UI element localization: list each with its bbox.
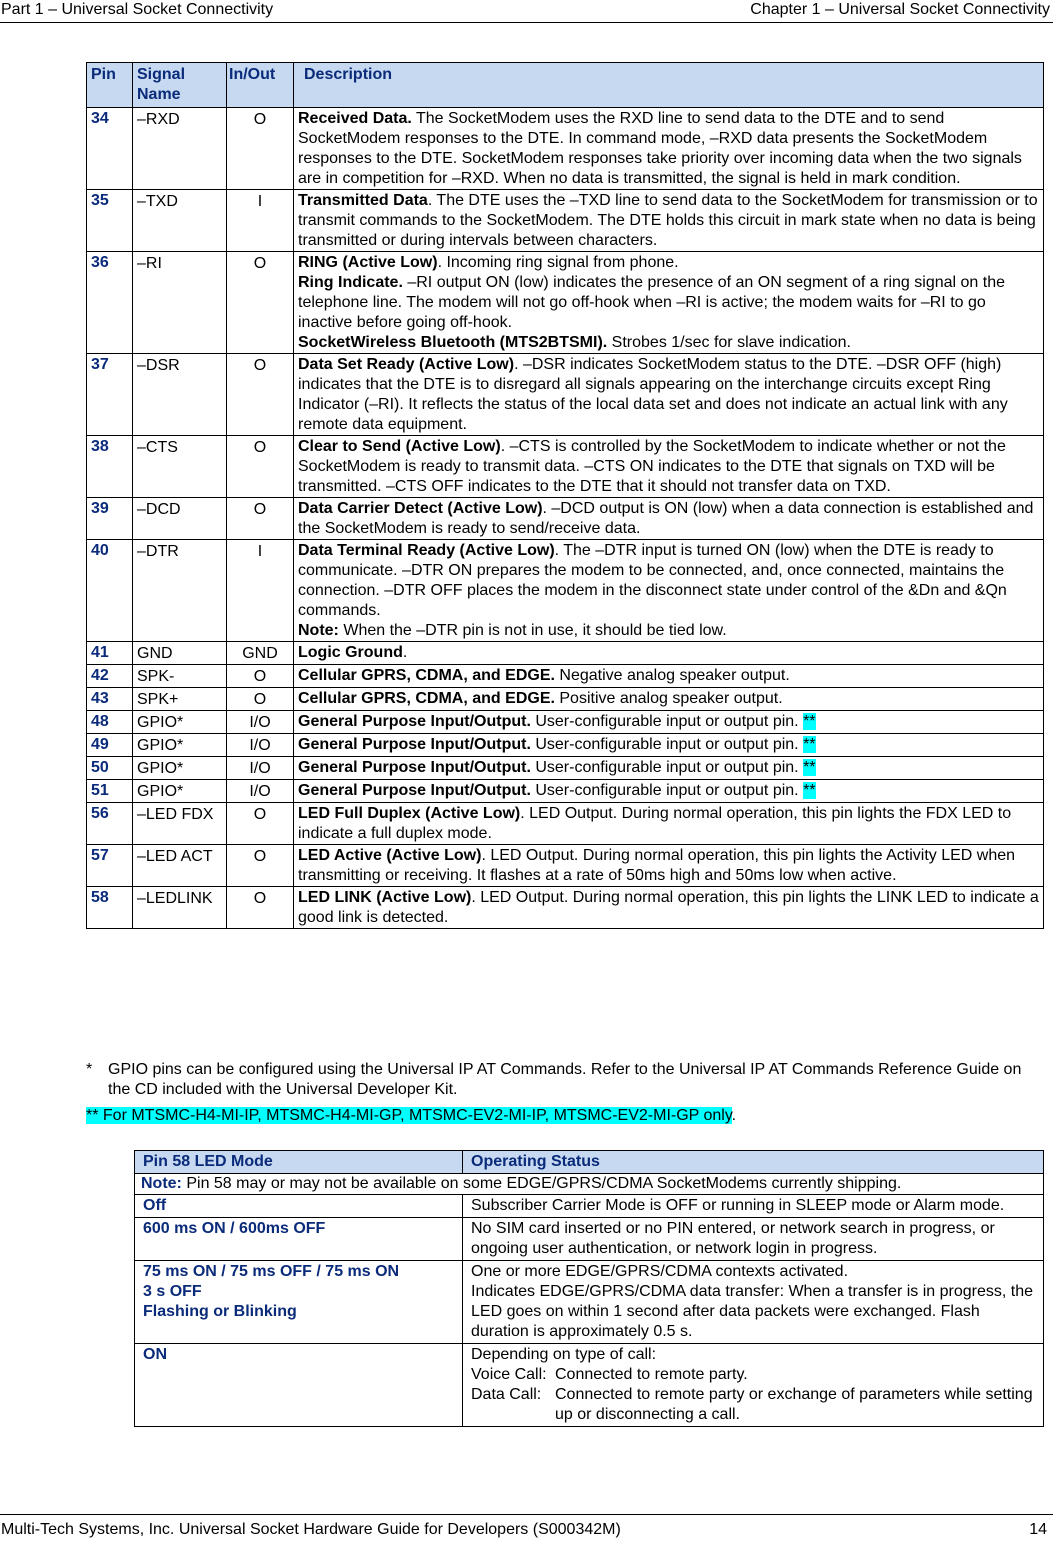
in-out: O <box>227 498 294 540</box>
description-term: Data Carrier Detect (Active Low) <box>298 500 543 517</box>
description-paragraph <box>298 804 1039 844</box>
description-paragraph <box>298 666 1039 686</box>
pin-number: 39 <box>87 498 133 540</box>
description-text: . LED Output. During normal operation, this pin lights the FDX LED to indicate a full duplex mode. <box>298 805 1012 842</box>
description-paragraph <box>298 191 1039 251</box>
led-note-row <box>135 1174 1044 1195</box>
inout-column-header: In/Out <box>227 63 294 108</box>
table-row <box>87 108 1044 190</box>
pin-number: 42 <box>87 665 133 688</box>
description-paragraph <box>298 712 1039 732</box>
in-out: I <box>227 190 294 252</box>
description-text: Positive analog speaker output. <box>554 690 783 707</box>
description-text: . –CTS is controlled by the SocketModem to indicate whether or not the SocketModem is ready to transmit data. –CTS ON indicates to the DTE that signals on TXD will be transmitted. –CTS OFF indicates to the DTE that it should not transfer data on TXD. <box>298 438 1006 495</box>
footer-document-title: Multi-Tech Systems, Inc. Universal Socket Hardware Guide for Developers (S000342M) <box>1 1521 621 1538</box>
pin-number: 48 <box>87 711 133 734</box>
description-text: Strobes 1/sec for slave indication. <box>607 334 851 351</box>
description-text: User-configurable input or output pin. <box>530 782 804 799</box>
pin-number: 35 <box>87 190 133 252</box>
signal-column-header: Signal Name <box>133 63 227 108</box>
pin-number: 34 <box>87 108 133 190</box>
description-paragraph <box>298 109 1039 189</box>
pin-number: 38 <box>87 436 133 498</box>
page-number: 14 <box>1029 1521 1047 1538</box>
in-out: O <box>227 887 294 929</box>
led-mode <box>135 1261 463 1344</box>
description-paragraph <box>298 333 1039 353</box>
description-term: Cellular GPRS, CDMA, and EDGE. <box>298 667 555 684</box>
description-paragraph <box>298 888 1039 928</box>
pin-number: 41 <box>87 642 133 665</box>
description-term: General Purpose Input/Output. <box>298 713 531 730</box>
operating-status-column-header: Operating Status <box>463 1151 1044 1174</box>
description-term: General Purpose Input/Output. <box>298 782 531 799</box>
description-term: LED Active (Active Low) <box>298 847 482 864</box>
model-footnote-mark: ** <box>803 782 816 799</box>
signal-name: GPIO* <box>133 734 227 757</box>
led-mode-line: 3 s OFF <box>143 1283 202 1300</box>
call-intro: Depending on type of call: <box>471 1346 657 1363</box>
in-out: O <box>227 436 294 498</box>
description-paragraph <box>298 621 1039 641</box>
led-mode-line: Flashing or Blinking <box>143 1303 297 1320</box>
description-text: . LED Output. During normal operation, this pin lights the Activity LED when transmitting or receiving. It flashes at a rate of 50ms high and 50ms low when active. <box>298 847 1016 884</box>
description-term: Data Set Ready (Active Low) <box>298 356 515 373</box>
table-row <box>87 436 1044 498</box>
table-row <box>87 252 1044 354</box>
signal-name: GPIO* <box>133 711 227 734</box>
in-out: O <box>227 665 294 688</box>
pin-description <box>294 845 1044 887</box>
description-paragraph <box>298 643 1039 663</box>
signal-name: –RXD <box>133 108 227 190</box>
signal-name: –TXD <box>133 190 227 252</box>
table-row <box>87 845 1044 887</box>
led-mode-line: 75 ms ON / 75 ms OFF / 75 ms ON <box>143 1263 400 1280</box>
description-paragraph <box>298 273 1039 333</box>
description-term: General Purpose Input/Output. <box>298 759 531 776</box>
table-header-row <box>87 63 1044 108</box>
description-text: . The DTE uses the –TXD line to send data to the SocketModem for transmission or to transmit commands to the SocketModem. The DTE holds this circuit in mark state when no data is being transmitted or during intervals between characters. <box>298 192 1038 249</box>
in-out: O <box>227 688 294 711</box>
pin-number: 51 <box>87 780 133 803</box>
operating-status <box>463 1261 1044 1344</box>
led-mode <box>135 1218 463 1261</box>
table-row <box>87 540 1044 642</box>
description-paragraph <box>298 846 1039 886</box>
page-header <box>0 0 1053 23</box>
description-term: RING (Active Low) <box>298 254 438 271</box>
in-out: O <box>227 845 294 887</box>
description-paragraph <box>298 689 1039 709</box>
description-paragraph <box>298 253 1039 273</box>
in-out: O <box>227 252 294 354</box>
pin-description-table <box>86 62 1044 929</box>
table-row <box>87 642 1044 665</box>
model-footnote-mark: ** <box>803 736 816 753</box>
call-description: Connected to remote party or exchange of parameters while setting up or disconnecting a call. <box>555 1386 1033 1423</box>
pin-column-header: Pin <box>87 63 133 108</box>
pin-description <box>294 498 1044 540</box>
table-row <box>87 665 1044 688</box>
gpio-footnote-text: GPIO pins can be configured using the Universal IP AT Commands. Refer to the Universal IP AT Commands Reference Guide on the CD included with the Universal Developer Kit. <box>108 1061 1022 1098</box>
models-footnote-text: ** For MTSMC-H4-MI-IP, MTSMC-H4-MI-GP, MTSMC-EV2-MI-IP, MTSMC-EV2-MI-GP only <box>86 1107 732 1124</box>
operating-status <box>463 1218 1044 1261</box>
description-paragraph <box>298 541 1039 621</box>
pin-description <box>294 354 1044 436</box>
operating-status-line: No SIM card inserted or no PIN entered, or network search in progress, or ongoing user authentication, or network login in progress. <box>471 1220 995 1257</box>
table-row <box>87 780 1044 803</box>
pin-description <box>294 665 1044 688</box>
header-chapter-title: Chapter 1 – Universal Socket Connectivity <box>750 1 1050 18</box>
pin-description <box>294 780 1044 803</box>
description-paragraph <box>298 758 1039 778</box>
gpio-footnote <box>86 1060 1036 1100</box>
table-row <box>87 803 1044 845</box>
models-footnote: ** For MTSMC-H4-MI-IP, MTSMC-H4-MI-GP, MTSMC-EV2-MI-IP, MTSMC-EV2-MI-GP only. <box>86 1107 737 1124</box>
description-term: SocketWireless Bluetooth (MTS2BTSMI). <box>298 334 608 351</box>
description-text: . <box>402 644 408 661</box>
signal-name: –DCD <box>133 498 227 540</box>
pin-number: 50 <box>87 757 133 780</box>
description-text: The SocketModem uses the RXD line to send data to the DTE and to send SocketModem responses to the DTE. In command mode, –RXD data presents the SocketModem responses to the DTE. SocketModem responses take priority over incoming data when the two signals are in competition for –RXD. When no data is transmitted, the signal is held in mark condition. <box>298 110 1022 187</box>
table-row <box>87 190 1044 252</box>
table-row <box>87 757 1044 780</box>
led-table-row <box>135 1261 1044 1344</box>
operating-status <box>463 1344 1044 1427</box>
pin-description <box>294 711 1044 734</box>
call-type: Data Call: <box>471 1386 542 1403</box>
in-out: I/O <box>227 757 294 780</box>
pin-description <box>294 757 1044 780</box>
pin-description <box>294 803 1044 845</box>
led-table-row-on <box>135 1344 1044 1427</box>
signal-name: GPIO* <box>133 757 227 780</box>
in-out: I/O <box>227 711 294 734</box>
call-type-row <box>471 1365 1035 1385</box>
signal-name: –DSR <box>133 354 227 436</box>
description-text: When the –DTR pin is not in use, it should be tied low. <box>338 622 727 639</box>
header-part-title: Part 1 – Universal Socket Connectivity <box>1 1 274 18</box>
led-mode-column-header: Pin 58 LED Mode <box>135 1151 463 1174</box>
table-row <box>87 734 1044 757</box>
description-term: Cellular GPRS, CDMA, and EDGE. <box>298 690 555 707</box>
in-out: I/O <box>227 734 294 757</box>
signal-name: –CTS <box>133 436 227 498</box>
in-out: I/O <box>227 780 294 803</box>
led-mode: ON <box>135 1344 463 1427</box>
description-text: . The –DTR input is turned ON (low) when the DTE is ready to communicate. –DTR ON prepares the modem to be connected, and, once connected, maintains the connection. –DTR OFF places the modem in the disconnect state under control of the &Dn and &Qn commands. <box>298 542 1007 619</box>
description-text: User-configurable input or output pin. <box>530 713 804 730</box>
pin-number: 43 <box>87 688 133 711</box>
description-text: User-configurable input or output pin. <box>530 736 804 753</box>
description-text: User-configurable input or output pin. <box>530 759 804 776</box>
description-paragraph <box>298 355 1039 435</box>
led-mode-line: Off <box>143 1197 167 1214</box>
page-footer <box>0 1514 1053 1541</box>
operating-status-line: One or more EDGE/GPRS/CDMA contexts activated. <box>471 1263 849 1280</box>
description-term: Note: <box>298 622 339 639</box>
description-paragraph <box>298 781 1039 801</box>
pin-description <box>294 436 1044 498</box>
led-mode <box>135 1195 463 1218</box>
description-text: Negative analog speaker output. <box>554 667 790 684</box>
signal-name: –RI <box>133 252 227 354</box>
operating-status <box>463 1195 1044 1218</box>
in-out: GND <box>227 642 294 665</box>
led-table-row <box>135 1218 1044 1261</box>
pin-description <box>294 108 1044 190</box>
description-paragraph <box>298 437 1039 497</box>
pin-number: 49 <box>87 734 133 757</box>
pin-description <box>294 887 1044 929</box>
in-out: O <box>227 108 294 190</box>
description-column-header: Description <box>294 63 1044 108</box>
description-text: . Incoming ring signal from phone. <box>437 254 679 271</box>
in-out: O <box>227 803 294 845</box>
signal-name: –LED FDX <box>133 803 227 845</box>
pin-number: 58 <box>87 887 133 929</box>
description-term: Clear to Send (Active Low) <box>298 438 501 455</box>
description-paragraph <box>298 735 1039 755</box>
signal-name: –LED ACT <box>133 845 227 887</box>
pin-description <box>294 190 1044 252</box>
description-text: . –DCD output is ON (low) when a data connection is established and the SocketModem is ready to send/receive data. <box>298 500 1034 537</box>
table-row <box>87 688 1044 711</box>
led-mode-line: 600 ms ON / 600ms OFF <box>143 1220 326 1237</box>
model-footnote-mark: ** <box>803 759 816 776</box>
description-text: . LED Output. During normal operation, this pin lights the LINK LED to indicate a good link is detected. <box>298 889 1039 926</box>
call-type-row <box>471 1385 1035 1425</box>
led-note-cell: Note: Pin 58 may or may not be available on some EDGE/GPRS/CDMA SocketModems currently shipping. <box>135 1174 1044 1195</box>
table-row <box>87 711 1044 734</box>
description-term: LED LINK (Active Low) <box>298 889 472 906</box>
footnote-star: * <box>86 1061 93 1078</box>
signal-name: GND <box>133 642 227 665</box>
led-table-row <box>135 1195 1044 1218</box>
description-term: Data Terminal Ready (Active Low) <box>298 542 555 559</box>
description-term: Logic Ground <box>298 644 403 661</box>
operating-status-line: Indicates EDGE/GPRS/CDMA data transfer: When a transfer is in progress, the LED goes on within 1 second after data packets were exchanged. Flash duration is approximately 0.5 s. <box>471 1283 1034 1340</box>
in-out: I <box>227 540 294 642</box>
call-description: Connected to remote party. <box>555 1366 748 1383</box>
signal-name: GPIO* <box>133 780 227 803</box>
signal-name: SPK- <box>133 665 227 688</box>
pin-description <box>294 642 1044 665</box>
pin-description <box>294 688 1044 711</box>
description-term: Received Data. <box>298 110 412 127</box>
pin-description <box>294 734 1044 757</box>
description-term: General Purpose Input/Output. <box>298 736 531 753</box>
signal-name: SPK+ <box>133 688 227 711</box>
pin-number: 36 <box>87 252 133 354</box>
description-text: . –DSR indicates SocketModem status to the DTE. –DSR OFF (high) indicates that the DTE is to disregard all signals appearing on the interchange circuits except Ring Indicator (–RI). It reflects the status of the local data set and does not indicate an actual link with any remote data equipment. <box>298 356 1008 433</box>
description-term: Transmitted Data <box>298 192 428 209</box>
description-term: Ring Indicate. <box>298 274 403 291</box>
call-type: Voice Call: <box>471 1366 547 1383</box>
led-mode-table <box>134 1150 1044 1427</box>
pin-number: 40 <box>87 540 133 642</box>
signal-name: –LEDLINK <box>133 887 227 929</box>
pin-number: 56 <box>87 803 133 845</box>
in-out: O <box>227 354 294 436</box>
table-row <box>87 354 1044 436</box>
pin-description <box>294 252 1044 354</box>
signal-name: –DTR <box>133 540 227 642</box>
led-table-header-row <box>135 1151 1044 1174</box>
pin-number: 37 <box>87 354 133 436</box>
table-row <box>87 887 1044 929</box>
description-term: LED Full Duplex (Active Low) <box>298 805 521 822</box>
pin-description <box>294 540 1044 642</box>
model-footnote-mark: ** <box>803 713 816 730</box>
description-text: –RI output ON (low) indicates the presence of an ON segment of a ring signal on the telephone line. The modem will not go off-hook when –RI is active; the modem waits for –RI to go inactive before going off-hook. <box>298 274 1006 331</box>
operating-status-line: Subscriber Carrier Mode is OFF or running in SLEEP mode or Alarm mode. <box>471 1197 1005 1214</box>
description-paragraph <box>298 499 1039 539</box>
pin-number: 57 <box>87 845 133 887</box>
table-row <box>87 498 1044 540</box>
